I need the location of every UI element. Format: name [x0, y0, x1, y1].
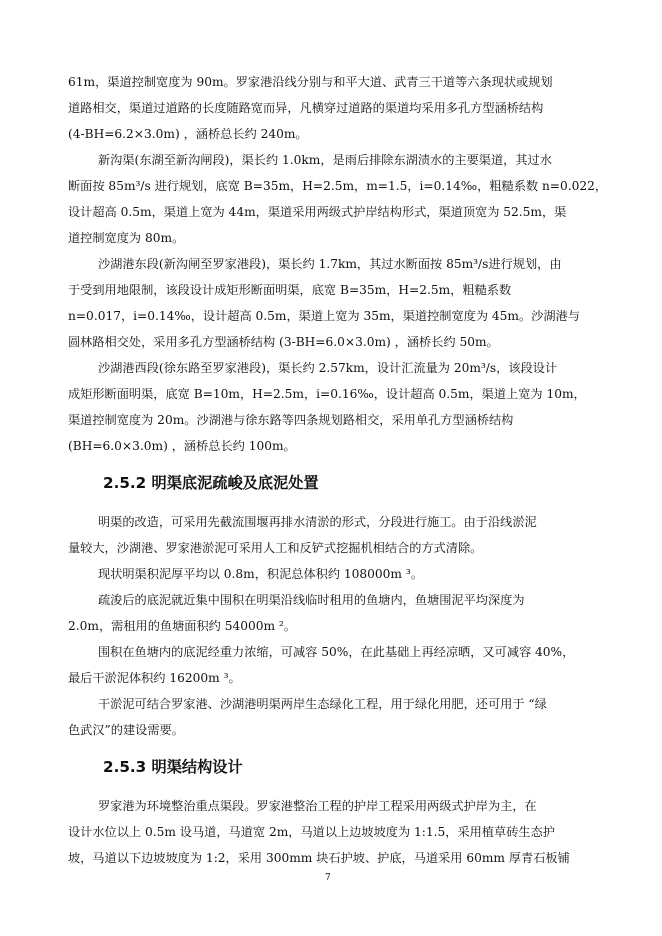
paragraph-line: 设计水位以上 0.5m 设马道，马道宽 2m，马道以上边坡坡度为 1:1.5，采用植草砖生态护: [68, 825, 555, 839]
page-number: 7: [325, 873, 331, 883]
paragraph-line: 沙湖港东段(新沟闸至罗家港段)，渠长约 1.7km，其过水断面按 85m³/s进行规划，由: [98, 257, 562, 271]
paragraph-line: 于受到用地限制，该段设计成矩形断面明渠，底宽 B=35m，H=2.5m，粗糙系数: [68, 283, 512, 297]
paragraph-line: 新沟渠(东湖至新沟闸段)，渠长约 1.0km，是雨后排除东湖渍水的主要渠道，其过水: [98, 153, 552, 167]
paragraph-line: 2.0m，需租用的鱼塘面积约 54000m ²。: [68, 619, 296, 633]
paragraph-line: 圆林路相交处，采用多孔方型涵桥结构 (3-BH=6.0×3.0m) ，涵桥长约 50m。: [68, 335, 499, 349]
paragraph-line: n=0.017，i=0.14‰，设计超高 0.5m，渠道上宽为 35m，渠道控制宽度为 45m。沙湖港与: [68, 309, 580, 323]
paragraph-line: 罗家港为环境整治重点渠段。罗家港整治工程的护岸工程采用两级式护岸为主，在: [98, 799, 537, 813]
paragraph-line: 坡，马道以下边坡坡度为 1:2，采用 300mm 块石护坡、护底，马道采用 60mm 厚青石板铺: [68, 851, 570, 865]
paragraph-line: 道控制宽度为 80m。: [68, 231, 185, 245]
paragraph-line: (4-BH=6.2×3.0m) ，涵桥总长约 240m。: [68, 127, 308, 141]
paragraph-line: 沙湖港西段(徐东路至罗家港段)，渠长约 2.57km，设计汇流量为 20m³/s，该段设计: [98, 361, 558, 375]
section-heading-2-5-3: 2.5.3 明渠结构设计: [103, 758, 243, 776]
paragraph-line: 渠道控制宽度为 20m。沙湖港与徐东路等四条规划路相交，采用单孔方型涵桥结构: [68, 413, 514, 427]
section-heading-2-5-2: 2.5.2 明渠底泥疏峻及底泥处置: [103, 474, 319, 492]
paragraph-line: 最后干淤泥体积约 16200m ³。: [68, 671, 241, 685]
paragraph-line: 色武汉”的建设需要。: [68, 723, 184, 737]
paragraph-line: 干淤泥可结合罗家港、沙湖港明渠两岸生态绿化工程，用于绿化用肥，还可用于 “绿: [98, 697, 547, 711]
paragraph-line: 道路相交，渠道过道路的长度随路宽而异，凡横穿过道路的渠道均采用多孔方型涵桥结构: [68, 101, 544, 115]
paragraph-line: 成矩形断面明渠，底宽 B=10m，H=2.5m，i=0.16‰，设计超高 0.5m，渠道上宽为 10m，: [68, 387, 586, 401]
paragraph-line: 断面按 85m³/s 进行规划，底宽 B=35m，H=2.5m，m=1.5，i=0.14‰，粗糙系数 n=0.022，: [68, 179, 608, 193]
paragraph-line: 围积在鱼塘内的底泥经重力浓缩，可减容 50%，在此基础上再经凉晒，又可减容 40%，: [98, 645, 575, 659]
paragraph-line: 现状明渠积泥厚平均以 0.8m，积泥总体积约 108000m ³。: [98, 567, 423, 581]
paragraph-line: 61m，渠道控制宽度为 90m。罗家港沿线分别与和平大道、武青三干道等六条现状或规划: [68, 75, 553, 89]
paragraph-line: 量较大，沙湖港、罗家港淤泥可采用人工和反铲式挖掘机相结合的方式清除。: [68, 541, 483, 555]
paragraph-line: 设计超高 0.5m，渠道上宽为 44m，渠道采用两级式护岸结构形式，渠道顶宽为 52.5m，渠: [68, 205, 567, 219]
paragraph-line: (BH=6.0×3.0m) ，涵桥总长约 100m。: [68, 439, 296, 453]
paragraph-line: 疏浚后的底泥就近集中围积在明渠沿线临时租用的鱼塘内，鱼塘围泥平均深度为: [98, 593, 525, 607]
paragraph-line: 明渠的改造，可采用先截流围堰再排水清淤的形式，分段进行施工。由于沿线淤泥: [98, 515, 537, 529]
